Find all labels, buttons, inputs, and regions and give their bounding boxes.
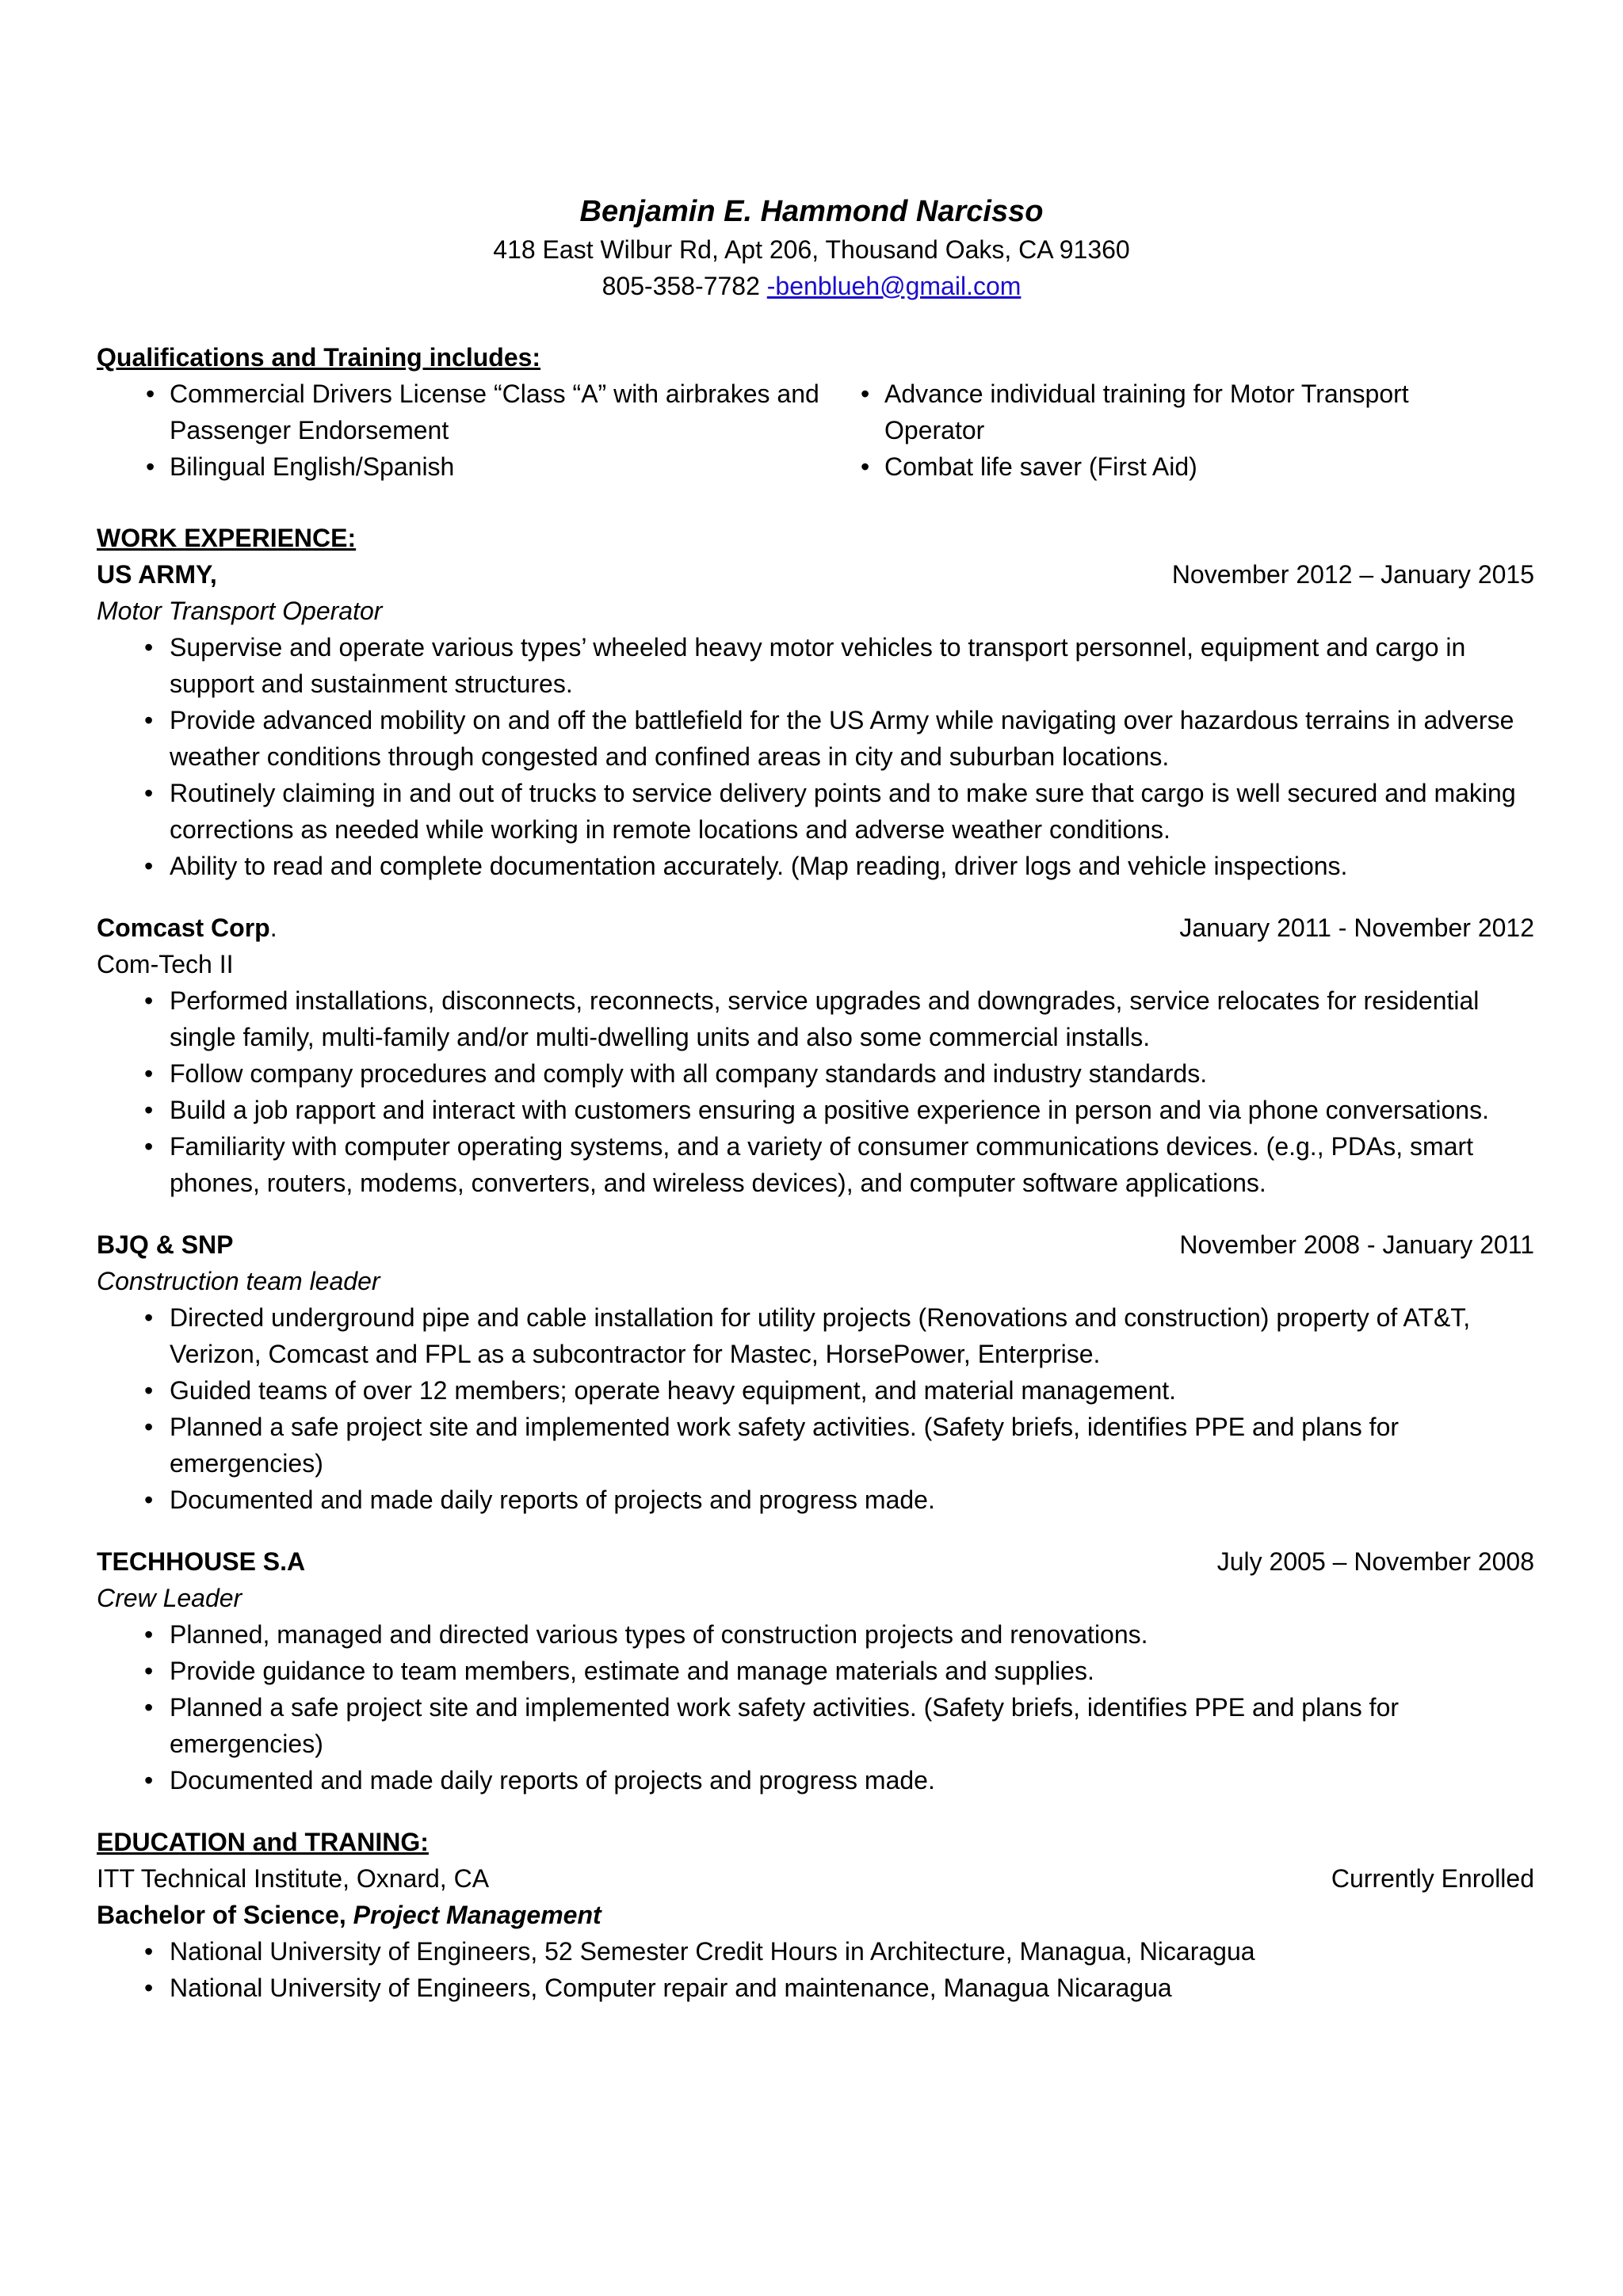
job-duty: • Planned, managed and directed various types of construction projects and renovations. (97, 1616, 1539, 1653)
education-header (97, 1860, 1534, 1897)
employer-name: Comcast Corp (97, 913, 270, 942)
job-header (97, 1543, 1534, 1580)
job-duty: • Follow company procedures and comply with all company standards and industry standards. (97, 1055, 1539, 1092)
email-link[interactable]: -benblueh@gmail.com (766, 272, 1022, 300)
job-duty: • Documented and made daily reports of projects and progress made. (97, 1482, 1539, 1518)
qualifications-section (97, 376, 1539, 485)
phone-number: 805-358-7782 (601, 272, 760, 300)
job-duty: • Ability to read and complete documentation accurately. (Map reading, driver logs and vehicle inspections. (97, 848, 1539, 884)
degree-prefix: Bachelor of Science, (97, 1901, 353, 1929)
job-title: Motor Transport Operator (97, 597, 383, 625)
qualification-item: • Commercial Drivers License “Class “A” with airbrakes and Passenger Endorsement (151, 376, 834, 448)
job-duty: • Supervise and operate various types’ wheeled heavy motor vehicles to transport personnel, equipment and cargo in support and sustainment structures. (97, 629, 1539, 702)
job-duties-list (97, 1299, 1539, 1518)
job-entry-techhouse (97, 1543, 1539, 1798)
job-duty: • Routinely claiming in and out of trucks to service delivery points and to make sure that cargo is well secured and making corrections as needed while working in remote locations and adverse weather conditions. (97, 775, 1539, 848)
job-duty: • Planned a safe project site and implemented work safety activities. (Safety briefs, identifies PPE and plans for emergencies) (97, 1409, 1539, 1482)
job-entry-bjq-snp (97, 1226, 1539, 1518)
job-dates: July 2005 – November 2008 (1216, 1547, 1534, 1576)
qualifications-left-list (151, 376, 834, 485)
job-duties-list (97, 1616, 1539, 1798)
job-title: Com-Tech II (97, 950, 234, 978)
education-item: • National University of Engineers, 52 Semester Credit Hours in Architecture, Managua, Nicaragua (97, 1933, 1539, 1970)
education-list (97, 1933, 1539, 2006)
job-dates: November 2012 – January 2015 (1171, 560, 1534, 589)
job-dates: November 2008 - January 2011 (1179, 1230, 1534, 1259)
qualifications-title: Qualifications and Training includes: (97, 343, 541, 372)
job-duty: • Provide guidance to team members, estimate and manage materials and supplies. (97, 1653, 1539, 1689)
job-entry-us-army (97, 556, 1539, 884)
employer-suffix: . (269, 913, 277, 942)
employer-name: BJQ & SNP (97, 1230, 234, 1259)
job-header (97, 1226, 1534, 1263)
employer-name: TECHHOUSE S.A (97, 1547, 306, 1576)
qualification-item: • Combat life saver (First Aid) (865, 448, 1491, 485)
education-item: • National University of Engineers, Computer repair and maintenance, Managua Nicaragua (97, 1970, 1539, 2006)
work-experience-title: WORK EXPERIENCE: (97, 524, 357, 552)
qualifications-right-list (865, 376, 1491, 485)
job-dates: January 2011 - November 2012 (1179, 913, 1534, 942)
enrollment-status: Currently Enrolled (1331, 1864, 1534, 1893)
employer-name: US ARMY, (97, 560, 217, 589)
candidate-name: Benjamin E. Hammond Narcisso (579, 195, 1044, 228)
job-duty: • Familiarity with computer operating systems, and a variety of consumer communications devices. (e.g., PDAs, smart phones, routers, modems, converters, and wireless devices), and computer software applications. (97, 1128, 1539, 1201)
education-title: EDUCATION and TRANING: (97, 1828, 429, 1856)
job-duty: • Provide advanced mobility on and off the battlefield for the US Army while navigating over hazardous terrains in adverse weather conditions through congested and confined areas in city and suburban locations. (97, 702, 1539, 775)
job-header (97, 556, 1534, 593)
job-title: Crew Leader (97, 1584, 242, 1612)
job-duties-list (97, 982, 1539, 1201)
resume-body (97, 339, 1539, 2006)
job-entry-comcast (97, 910, 1539, 1201)
job-duty: • Build a job rapport and interact with customers ensuring a positive experience in person and via phone conversations. (97, 1092, 1539, 1128)
job-duty: • Directed underground pipe and cable installation for utility projects (Renovations and construction) property of AT&T, Verizon, Comcast and FPL as a subcontractor for Mastec, HorsePower, Enterprise. (97, 1299, 1539, 1372)
job-duty: • Planned a safe project site and implemented work safety activities. (Safety briefs, identifies PPE and plans for emergencies) (97, 1689, 1539, 1762)
job-title: Construction team leader (97, 1267, 380, 1295)
degree-line (97, 1897, 1539, 1933)
job-header (97, 910, 1534, 946)
job-duty: • Documented and made daily reports of projects and progress made. (97, 1762, 1539, 1798)
candidate-address: 418 East Wilbur Rd, Apt 206, Thousand Oaks, CA 91360 (493, 235, 1130, 264)
degree-major: Project Management (353, 1901, 601, 1929)
contact-line (0, 268, 1623, 304)
job-duty: • Guided teams of over 12 members; operate heavy equipment, and material management. (97, 1372, 1539, 1409)
school-name: ITT Technical Institute, Oxnard, CA (97, 1864, 490, 1893)
qualification-item: • Advance individual training for Motor Transport Operator (865, 376, 1491, 448)
qualification-item: • Bilingual English/Spanish (151, 448, 834, 485)
job-duty: • Performed installations, disconnects, reconnects, service upgrades and downgrades, service relocates for residential single family, multi-family and/or multi-dwelling units and also some commercial installs. (97, 982, 1539, 1055)
job-duties-list (97, 629, 1539, 884)
employer-block (97, 910, 277, 946)
